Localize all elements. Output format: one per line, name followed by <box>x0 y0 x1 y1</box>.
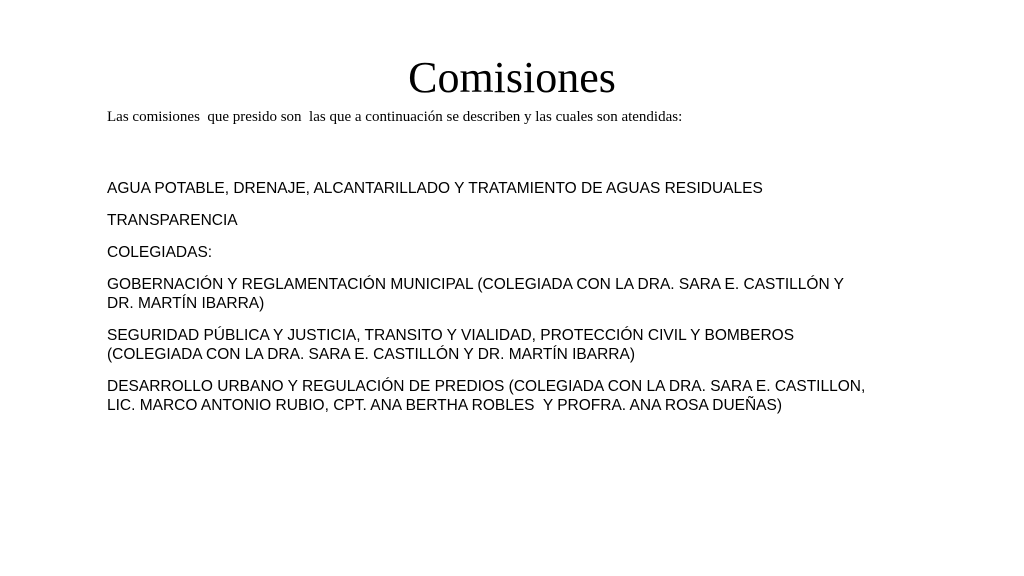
commission-item-seguridad: SEGURIDAD PÚBLICA Y JUSTICIA, TRANSITO Y VIALIDAD, PROTECCIÓN CIVIL Y BOMBEROS (COLEGIADA CON LA DRA. SARA E. CASTILLÓN Y DR. MARTÍN IBARRA) <box>107 327 799 363</box>
commission-item-agua: AGUA POTABLE, DRENAJE, ALCANTARILLADO Y TRATAMIENTO DE AGUAS RESIDUALES <box>107 180 763 197</box>
commission-item-colegiadas: COLEGIADAS: <box>107 244 213 261</box>
commission-list <box>107 179 870 428</box>
commission-item-transparencia: TRANSPARENCIA <box>107 212 238 229</box>
commission-item-desarrollo: DESARROLLO URBANO Y REGULACIÓN DE PREDIOS (COLEGIADA CON LA DRA. SARA E. CASTILLON, LIC. MARCO ANTONIO RUBIO, CPT. ANA BERTHA ROBLES Y PROFRA. ANA ROSA DUEÑAS) <box>107 378 870 414</box>
intro-text: Las comisiones que presido son las que a continuación se describen y las cuales son atendidas: <box>107 109 683 125</box>
commission-item-gobernacion: GOBERNACIÓN Y REGLAMENTACIÓN MUNICIPAL (COLEGIADA CON LA DRA. SARA E. CASTILLÓN Y DR. MARTÍN IBARRA) <box>107 276 849 312</box>
slide-title: Comisiones <box>408 53 616 102</box>
